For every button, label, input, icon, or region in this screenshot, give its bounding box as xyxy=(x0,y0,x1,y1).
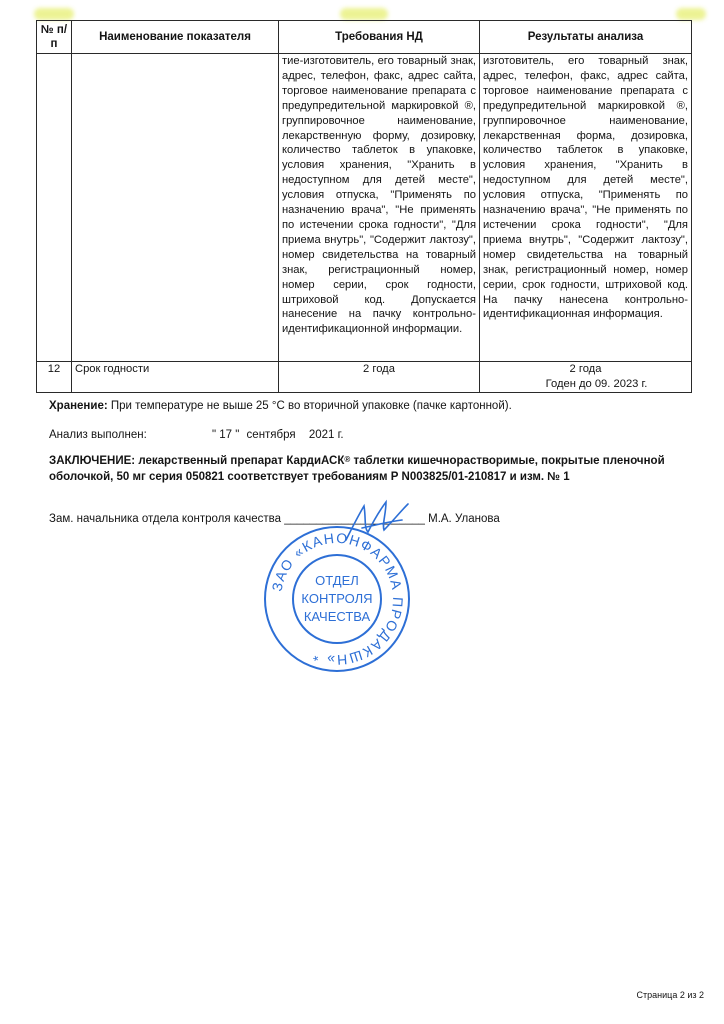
cell-row12-result xyxy=(480,362,692,393)
cell-name-empty xyxy=(72,54,279,362)
registered-mark: ® xyxy=(344,455,351,464)
signature-blank: ______________________ xyxy=(284,513,425,525)
storage-label: Хранение: xyxy=(49,400,108,412)
conclusion-line-2: оболочкой, 50 мг серия 050821 соответствует требованиям Р N003825/01-210817 и изм. № 1 xyxy=(49,471,570,483)
stamp-ring-text: ЗАО «КАНОНФАРМА ПРОДАКШН» * xyxy=(268,529,407,669)
results-table xyxy=(36,20,692,393)
signatory-position: Зам. начальника отдела контроля качества xyxy=(49,513,281,525)
header-number: № п/п xyxy=(37,21,72,54)
table-header-row xyxy=(37,21,692,54)
page-number: Страница 2 из 2 xyxy=(636,990,704,1000)
handwritten-signature xyxy=(342,498,412,546)
redacted-header-left xyxy=(34,8,74,20)
analysis-year: 2021 г. xyxy=(308,429,344,441)
storage-text: При температуре не выше 25 °С во вторичной упаковке (пачке картонной). xyxy=(110,400,512,412)
table-row-12 xyxy=(37,362,692,393)
row12-result-line2: Годен до 09. 2023 г. xyxy=(545,377,648,390)
redacted-header-center xyxy=(340,8,388,20)
signatory-name: М.А. Уланова xyxy=(428,513,500,525)
quality-control-stamp xyxy=(262,524,412,674)
cell-results-text: изготовитель, его товарный знак, адрес, телефон, факс, адрес сайта, торговое наименование препарата с предупредительной маркировкой ®, группировочное наименование, лекарственная форма, дозировка, количество таблеток в упаковке, условия хранения, "Хранить в недоступном для детей месте", условия отпуска, "Применять по назначению врача", "Не применять по истечении срока годности", "Для приема внутрь", "Содержит лактозу", номер свидетельства на товарный знак, регистрационный номер, номер серии, срок годности, штриховой код. На пачку нанесена контрольно-идентификационная информация. xyxy=(480,54,692,362)
stamp-center-line2: КОНТРОЛЯ xyxy=(301,591,373,606)
redacted-header-right xyxy=(676,8,706,20)
storage-line xyxy=(49,400,512,412)
analysis-month: сентября xyxy=(246,429,296,441)
conclusion-lead: ЗАКЛЮЧЕНИЕ: xyxy=(49,455,136,467)
header-results: Результаты анализа xyxy=(480,21,692,54)
cell-row12-requirement: 2 года xyxy=(279,362,480,393)
analysis-label: Анализ выполнен: xyxy=(49,429,147,441)
conclusion-line-1 xyxy=(49,455,665,467)
row12-result-line1: 2 года xyxy=(569,363,602,375)
cell-requirements-text: тие-изготовитель, его товарный знак, адрес, телефон, факс, адрес сайта, торговое наименование препарата с предупредительной маркировкой ®, группировочное наименование, лекарственную форму, дозировку, количество таблеток в упаковке, условия хранения, "Хранить в недоступном для детей месте", условия отпуска, "Применять по назначению врача", "Не применять по истечении срока годности", "Для приема внутрь", "Содержит лактозу", номер свидетельства на товарный знак, регистрационный номер, номер серии, срок годности, штриховой код. Допускается нанесение на пачку контрольно-идентификационной информации. xyxy=(279,54,480,362)
stamp-center-line3: КАЧЕСТВА xyxy=(303,609,371,624)
stamp-center-line1: ОТДЕЛ xyxy=(315,573,359,588)
analysis-line xyxy=(49,429,344,441)
conclusion-text1: лекарственный препарат КардиАСК xyxy=(138,455,345,467)
header-indicator-name: Наименование показателя xyxy=(72,21,279,54)
cell-number-empty xyxy=(37,54,72,362)
analysis-day: " 17 " xyxy=(211,429,240,441)
header-requirements: Требования НД xyxy=(279,21,480,54)
cell-row12-name: Срок годности xyxy=(72,362,279,393)
table-row-continued xyxy=(37,54,692,362)
conclusion-text2: таблетки кишечнорастворимые, покрытые пленочной xyxy=(353,455,665,467)
cell-row12-number: 12 xyxy=(37,362,72,393)
